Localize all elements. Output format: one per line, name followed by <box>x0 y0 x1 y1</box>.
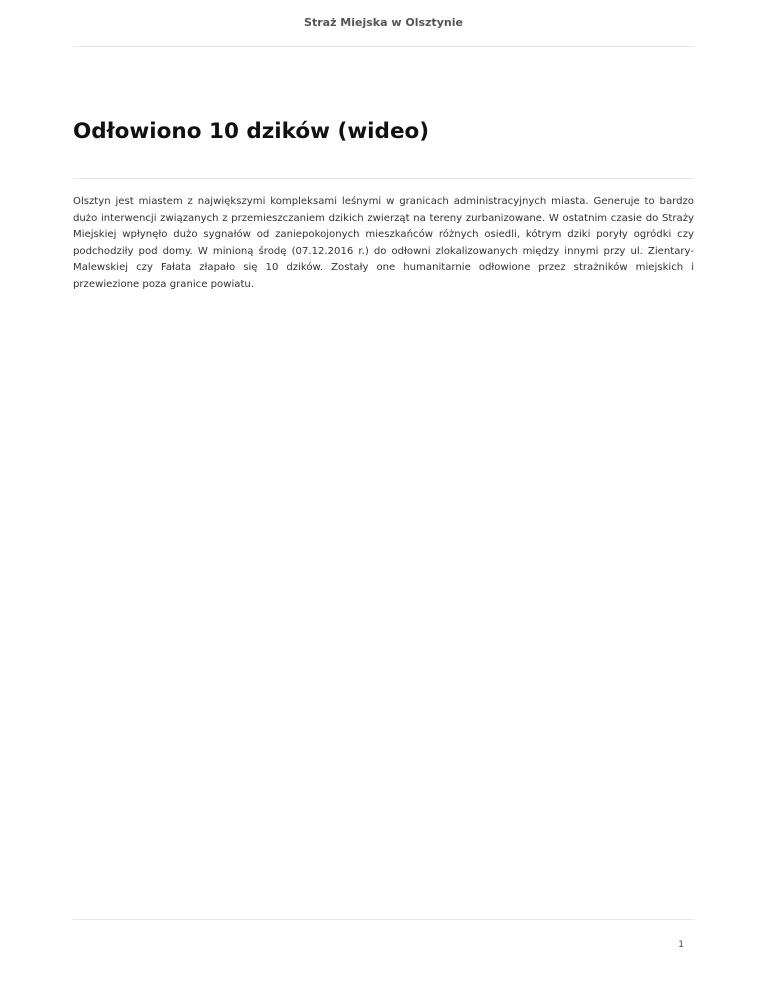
article-title: Odłowiono 10 dzików (wideo) <box>73 119 430 144</box>
page-number: 1 <box>678 940 684 950</box>
article-body: Olsztyn jest miastem z największymi kompleksami leśnymi w granicach administracyjnych miasta. Generuje to bardzo dużo interwencji związanych z przemieszczaniem dzikich zwierząt na tereny zurbanizowane. W ostatnim czasie do Straży Miejskiej wpłynęło dużo sygnałów od zaniepokojonych mieszkańców różnych osiedli, kótrym dziki poryły ogródki czy podchodziły pod domy. W minioną środę (07.12.2016 r.) do odłowni zlokalizowanych między innymi przy ul. Zientary- Malewskiej czy Fałata złapało się 10 dzików. Zostały one humanitarnie odłowione przez strażników miejskich i przewiezione poza granice powiatu. <box>73 196 694 290</box>
footer-divider <box>73 919 694 920</box>
site-name: Straż Miejska w Olsztynie <box>304 16 463 29</box>
page-header <box>73 0 694 47</box>
title-block <box>73 106 694 179</box>
